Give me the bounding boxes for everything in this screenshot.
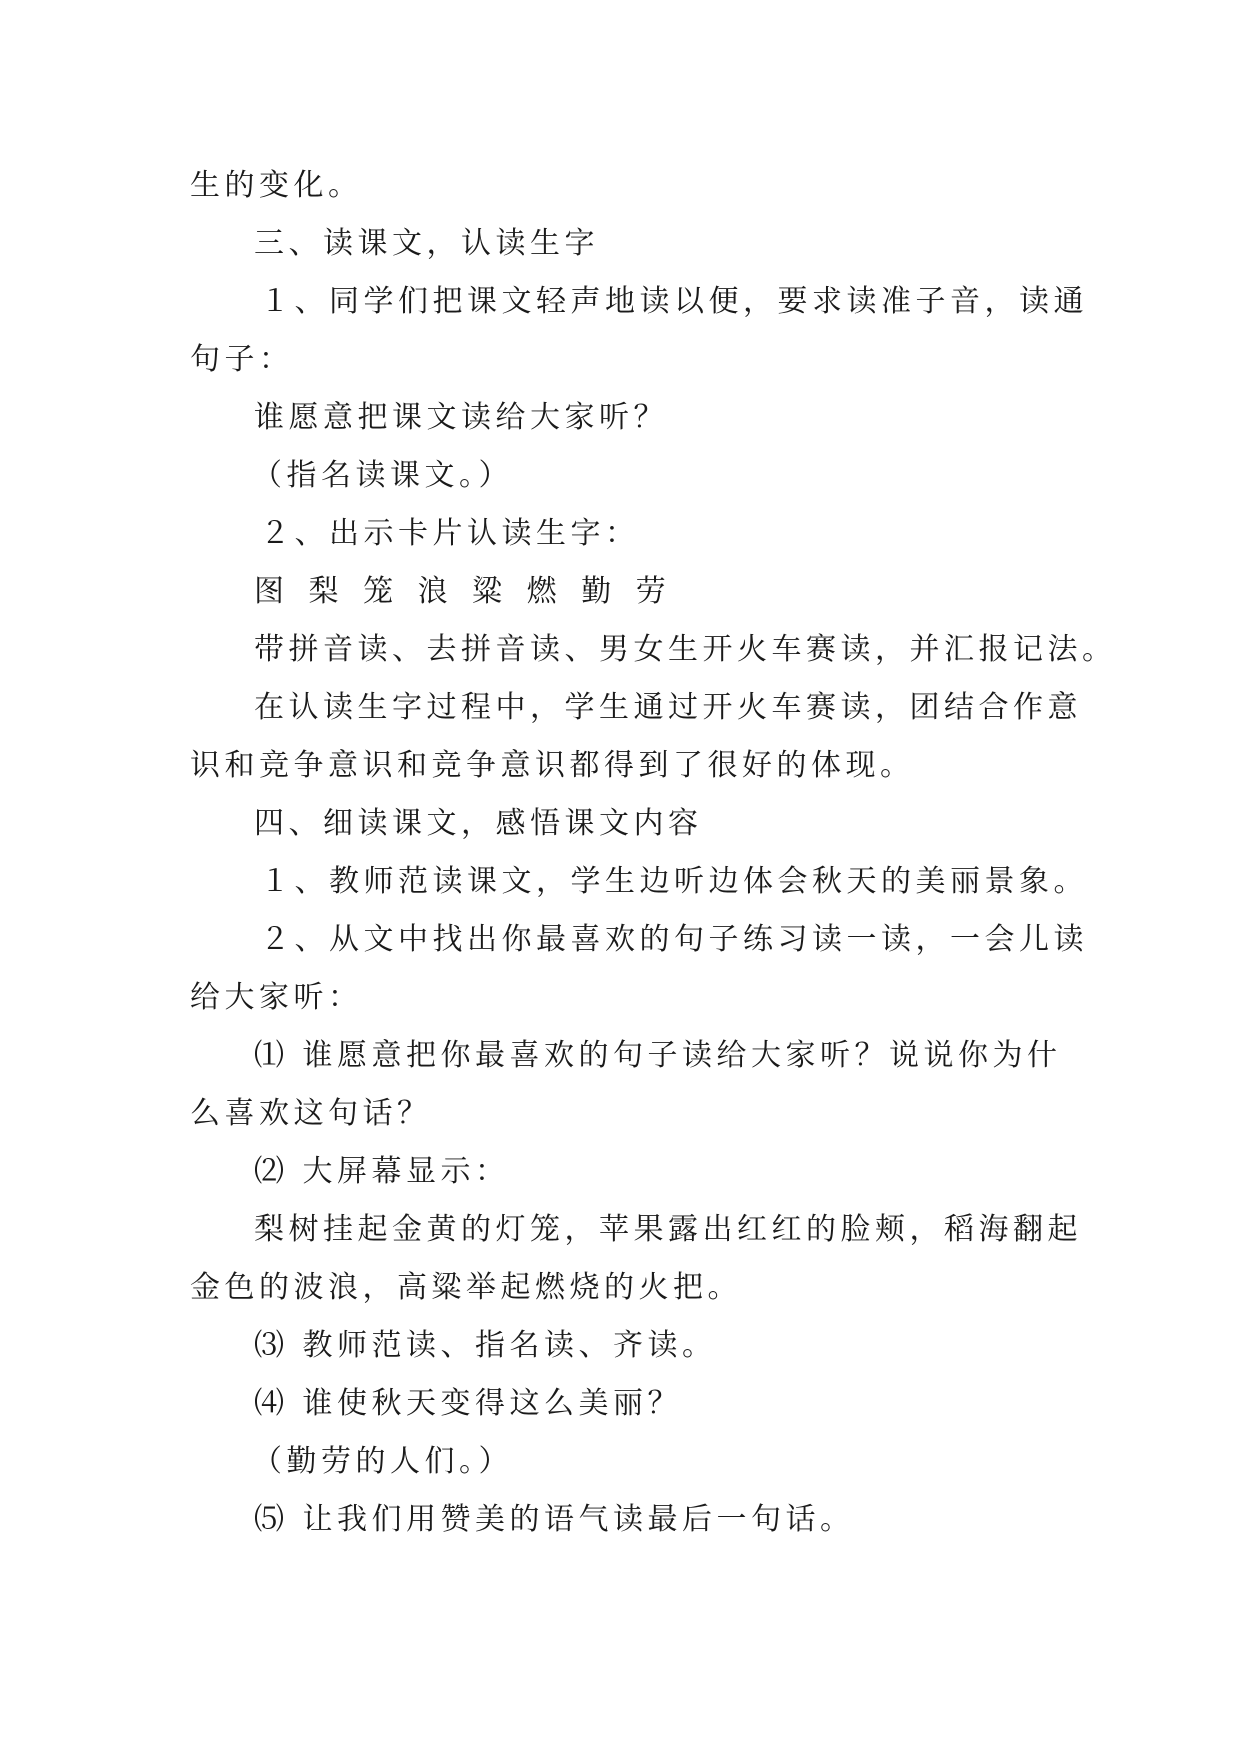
list-item: ⑶ 教师范读、指名读、齐读。 [254,1328,717,1363]
text-line: 句子： [190,342,294,377]
text-line: 谁愿意把课文读给大家听？ [254,400,668,435]
text-line: 在认读生字过程中，学生通过开火车赛读，团结合作意 [254,690,1082,725]
text-line: １、教师范读课文，学生边听边体会秋天的美丽景象。 [260,864,1088,899]
text-line: ２、从文中找出你最喜欢的句子练习读一读，一会儿读 [260,922,1088,957]
text-line: 么喜欢这句话？ [190,1096,432,1131]
text-line: ２、出示卡片认读生字： [260,516,640,551]
text-line: 带拼音读、去拼音读、男女生开火车赛读，并汇报记法。 [254,632,1117,667]
text-line: 生的变化。 [190,168,363,203]
document-body [190,157,1117,1549]
character-list: 图 梨 笼 浪 粱 燃 勤 劳 [254,574,671,609]
list-item: ⑸ 让我们用赞美的语气读最后一句话。 [254,1502,855,1537]
text-line: （勤劳的人们。） [252,1444,513,1479]
text-line: １、同学们把课文轻声地读以便，要求读准子音，读通 [260,284,1088,319]
text-line: 给大家听： [190,980,363,1015]
text-line: （指名读课文。） [252,458,513,493]
text-line: 金色的波浪，高粱举起燃烧的火把。 [190,1270,742,1305]
section-heading: 三、读课文，认读生字 [254,226,599,261]
text-line: 梨树挂起金黄的灯笼，苹果露出红红的脸颊，稻海翻起 [254,1212,1082,1247]
section-heading: 四、细读课文，感悟课文内容 [254,806,703,841]
list-item: ⑷ 谁使秋天变得这么美丽？ [254,1386,683,1421]
text-line: 识和竞争意识和竞争意识都得到了很好的体现。 [190,748,915,783]
list-item: ⑵ 大屏幕显示： [254,1154,510,1189]
list-item: ⑴ 谁愿意把你最喜欢的句子读给大家听？说说你为什 [254,1038,1062,1073]
